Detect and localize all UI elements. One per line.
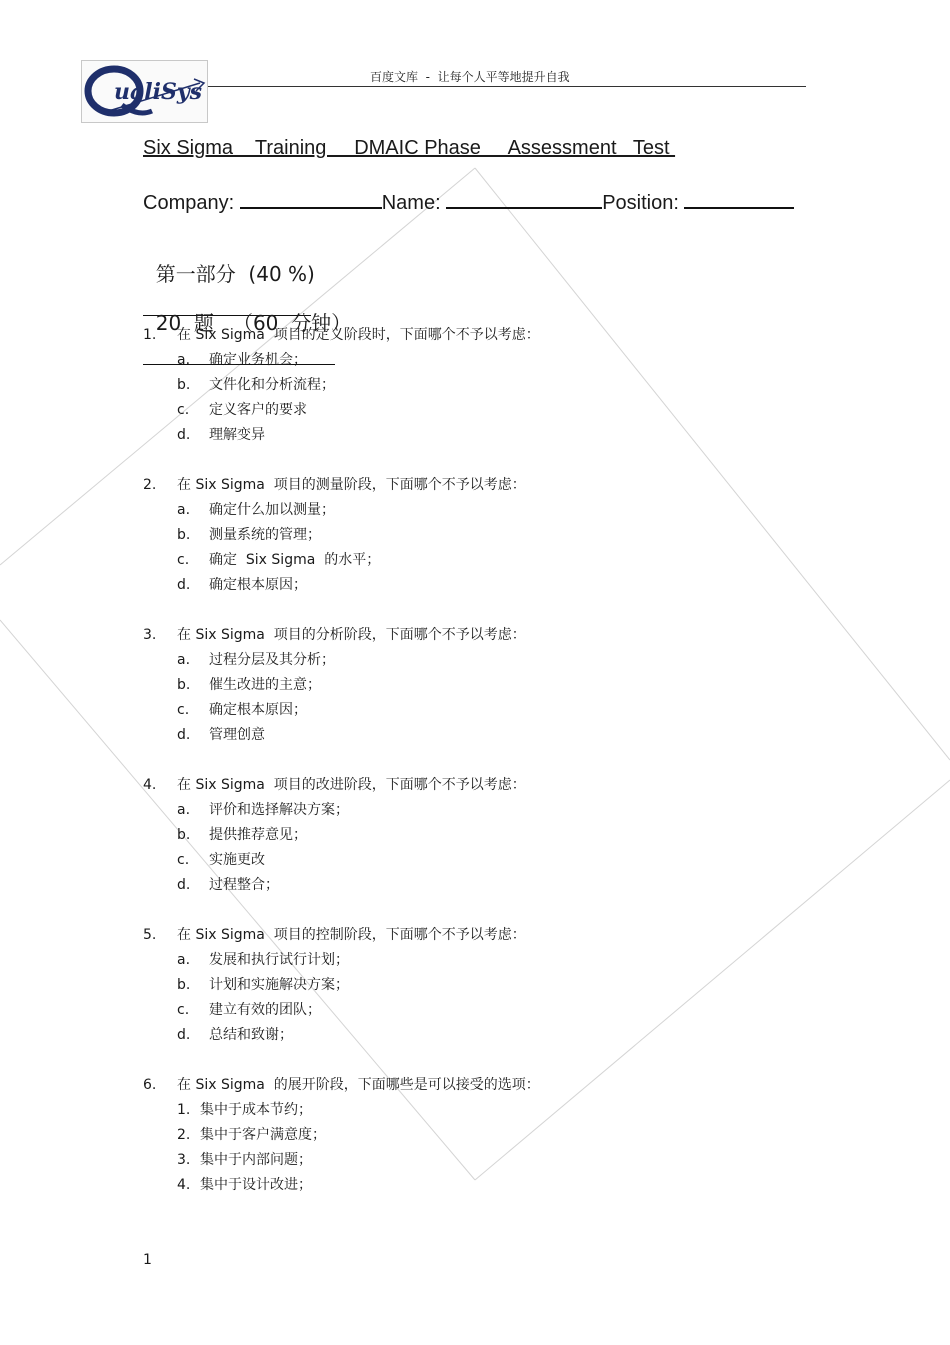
option-text: 集中于客户满意度； bbox=[200, 1127, 326, 1143]
option-label: 1. bbox=[177, 1102, 191, 1118]
option-text: 确定什么加以测量； bbox=[209, 502, 335, 518]
option-label: b. bbox=[177, 527, 191, 543]
question-item bbox=[143, 1075, 843, 1200]
option-text: 计划和实施解决方案； bbox=[209, 977, 349, 993]
question-stem bbox=[143, 775, 843, 800]
option-label: a. bbox=[177, 502, 191, 518]
question-stem bbox=[143, 1075, 843, 1100]
question-text: 在 Six Sigma 项目的测量阶段，下面哪个不予以考虑： bbox=[177, 477, 526, 493]
option-label: b. bbox=[177, 677, 191, 693]
option-text: 确定 Six Sigma 的水平； bbox=[209, 552, 381, 568]
option-item[interactable] bbox=[143, 500, 843, 525]
option-text: 集中于设计改进； bbox=[200, 1177, 312, 1193]
option-label: c. bbox=[177, 1002, 190, 1018]
question-count-text: 20 题 （60 分钟） bbox=[155, 311, 358, 335]
option-item[interactable] bbox=[143, 800, 843, 825]
question-number: 4. bbox=[143, 777, 157, 793]
question-stem bbox=[143, 625, 843, 650]
option-item[interactable] bbox=[143, 1025, 843, 1050]
option-label: b. bbox=[177, 977, 191, 993]
name-blank[interactable] bbox=[446, 187, 602, 209]
option-text: 文件化和分析流程； bbox=[209, 377, 335, 393]
option-text: 过程整合； bbox=[209, 877, 279, 893]
option-item[interactable] bbox=[143, 525, 843, 550]
question-text: 在 Six Sigma 项目的控制阶段，下面哪个不予以考虑： bbox=[177, 927, 526, 943]
part-title-text: 第一部分 (40 %) bbox=[155, 262, 322, 286]
question-number: 3. bbox=[143, 627, 157, 643]
page-number: 1 bbox=[143, 1252, 152, 1268]
header-site-text: 百度文库 - 让每个人平等地提升自我 bbox=[370, 70, 570, 84]
position-blank[interactable] bbox=[684, 187, 794, 209]
option-text: 确定根本原因； bbox=[209, 577, 307, 593]
question-item bbox=[143, 775, 843, 900]
option-item[interactable] bbox=[143, 400, 843, 425]
option-label: d. bbox=[177, 577, 191, 593]
option-label: b. bbox=[177, 377, 191, 393]
svg-text:ualiSys: ualiSys bbox=[114, 79, 203, 105]
option-item[interactable] bbox=[143, 675, 843, 700]
option-item[interactable] bbox=[143, 1175, 843, 1200]
option-item[interactable] bbox=[143, 650, 843, 675]
option-label: c. bbox=[177, 402, 190, 418]
option-label: b. bbox=[177, 827, 191, 843]
option-text: 提供推荐意见； bbox=[209, 827, 307, 843]
question-item bbox=[143, 625, 843, 750]
question-number: 6. bbox=[143, 1077, 157, 1093]
option-label: c. bbox=[177, 852, 190, 868]
question-item bbox=[143, 925, 843, 1050]
option-item[interactable] bbox=[143, 1125, 843, 1150]
option-item[interactable] bbox=[143, 350, 843, 375]
option-text: 实施更改 bbox=[209, 852, 265, 868]
question-item bbox=[143, 325, 843, 450]
question-text: 在 Six Sigma 的展开阶段，下面哪些是可以接受的选项： bbox=[177, 1077, 540, 1093]
name-label: Name: bbox=[381, 192, 447, 214]
option-label: a. bbox=[177, 802, 191, 818]
option-label: 2. bbox=[177, 1127, 191, 1143]
option-text: 集中于成本节约； bbox=[200, 1102, 312, 1118]
question-number: 5. bbox=[143, 927, 157, 943]
option-item[interactable] bbox=[143, 875, 843, 900]
option-item[interactable] bbox=[143, 1000, 843, 1025]
option-item[interactable] bbox=[143, 425, 843, 450]
option-item[interactable] bbox=[143, 575, 843, 600]
question-stem bbox=[143, 925, 843, 950]
option-text: 定义客户的要求 bbox=[209, 402, 307, 418]
option-item[interactable] bbox=[143, 1150, 843, 1175]
question-list bbox=[143, 325, 843, 1225]
option-item[interactable] bbox=[143, 850, 843, 875]
option-item[interactable] bbox=[143, 975, 843, 1000]
option-label: d. bbox=[177, 427, 191, 443]
option-text: 测量系统的管理； bbox=[209, 527, 321, 543]
company-blank[interactable] bbox=[240, 187, 382, 209]
option-text: 总结和致谢； bbox=[209, 1027, 293, 1043]
option-label: c. bbox=[177, 702, 190, 718]
question-number: 2. bbox=[143, 477, 157, 493]
option-label: 3. bbox=[177, 1152, 191, 1168]
header-rule bbox=[208, 86, 806, 87]
question-number: 1. bbox=[143, 327, 157, 343]
option-label: 4. bbox=[177, 1177, 191, 1193]
option-item[interactable] bbox=[143, 825, 843, 850]
option-text: 集中于内部问题； bbox=[200, 1152, 312, 1168]
option-label: a. bbox=[177, 352, 191, 368]
option-item[interactable] bbox=[143, 1100, 843, 1125]
page-title: Six Sigma Training DMAIC Phase Assessment Test bbox=[143, 137, 676, 159]
option-text: 建立有效的团队； bbox=[209, 1002, 321, 1018]
option-label: d. bbox=[177, 727, 191, 743]
info-fields-line bbox=[143, 187, 794, 215]
qualisys-logo bbox=[81, 60, 208, 123]
option-item[interactable] bbox=[143, 550, 843, 575]
option-item[interactable] bbox=[143, 375, 843, 400]
option-text: 管理创意 bbox=[209, 727, 265, 743]
option-text: 确定根本原因； bbox=[209, 702, 307, 718]
option-text: 理解变异 bbox=[209, 427, 265, 443]
question-text: 在 Six Sigma 项目的定义阶段时，下面哪个不予以考虑： bbox=[177, 327, 540, 343]
option-text: 发展和执行试行计划； bbox=[209, 952, 349, 968]
option-text: 确定业务机会； bbox=[209, 352, 307, 368]
option-text: 过程分层及其分析； bbox=[209, 652, 335, 668]
question-stem bbox=[143, 325, 843, 350]
option-label: a. bbox=[177, 952, 191, 968]
option-item[interactable] bbox=[143, 950, 843, 975]
option-label: c. bbox=[177, 552, 190, 568]
option-item[interactable] bbox=[143, 700, 843, 725]
option-item[interactable] bbox=[143, 725, 843, 750]
question-text: 在 Six Sigma 项目的分析阶段，下面哪个不予以考虑： bbox=[177, 627, 526, 643]
question-text: 在 Six Sigma 项目的改进阶段，下面哪个不予以考虑： bbox=[177, 777, 526, 793]
option-text: 评价和选择解决方案； bbox=[209, 802, 349, 818]
company-label: Company: bbox=[143, 192, 240, 214]
question-item bbox=[143, 475, 843, 600]
option-label: a. bbox=[177, 652, 191, 668]
option-label: d. bbox=[177, 1027, 191, 1043]
option-label: d. bbox=[177, 877, 191, 893]
option-text: 催生改进的主意； bbox=[209, 677, 321, 693]
position-label: Position: bbox=[602, 192, 685, 214]
question-stem bbox=[143, 475, 843, 500]
